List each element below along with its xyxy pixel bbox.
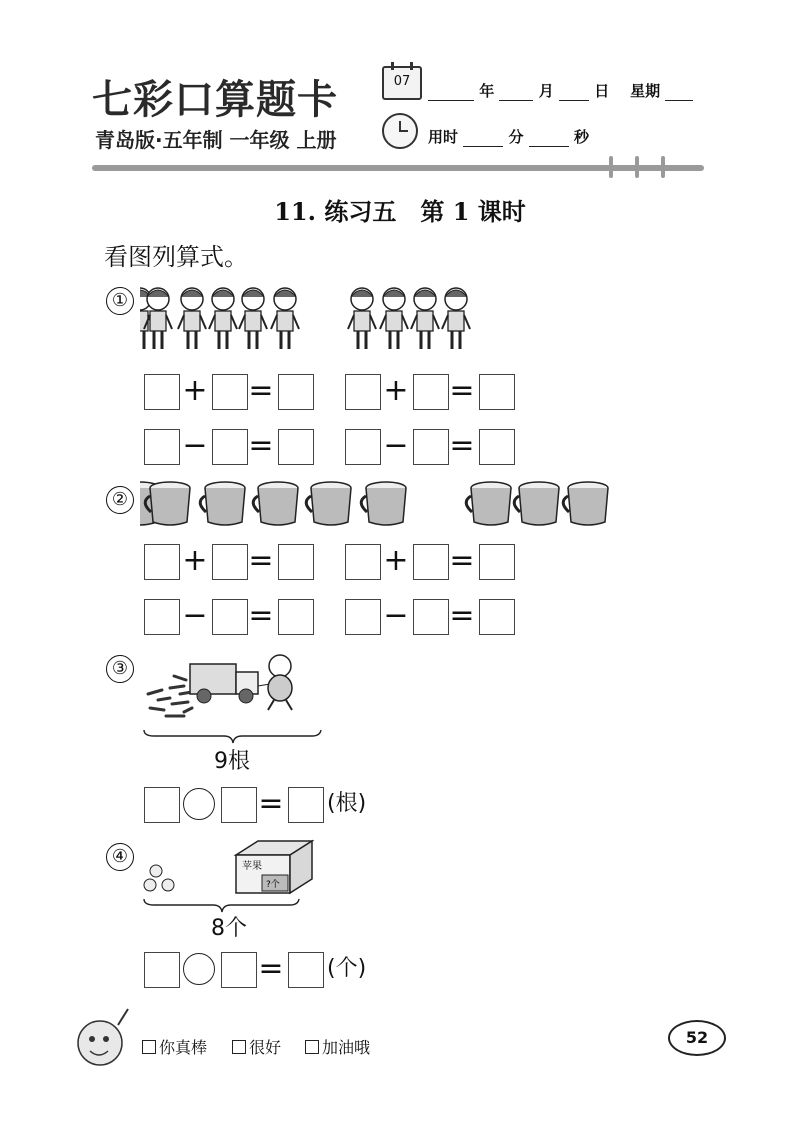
answer-box[interactable] bbox=[345, 374, 381, 410]
month-label: 月 bbox=[538, 82, 554, 100]
cup-icon bbox=[514, 482, 559, 525]
answer-box[interactable] bbox=[144, 787, 180, 823]
time-used-label: 用时 bbox=[428, 128, 459, 146]
answer-box[interactable] bbox=[278, 544, 314, 580]
equals-sign: = bbox=[449, 598, 475, 633]
cup-icon bbox=[563, 482, 608, 525]
minutes-blank[interactable] bbox=[463, 130, 503, 147]
instruction: 看图列算式。 bbox=[104, 243, 248, 271]
rating-option[interactable]: 很好 bbox=[232, 1035, 281, 1058]
answer-box[interactable] bbox=[288, 787, 324, 823]
answer-box[interactable] bbox=[221, 787, 257, 823]
child-icon bbox=[178, 288, 206, 349]
answer-box[interactable] bbox=[345, 544, 381, 580]
seconds-label: 秒 bbox=[573, 128, 589, 146]
answer-box[interactable] bbox=[479, 544, 515, 580]
seconds-blank[interactable] bbox=[529, 130, 569, 147]
total-label: 9根 bbox=[214, 749, 250, 774]
divider-tick bbox=[661, 156, 665, 178]
equals-sign: = bbox=[248, 598, 274, 633]
cup-icon bbox=[361, 482, 406, 525]
problem-marker: ② bbox=[106, 486, 134, 514]
minus-sign: − bbox=[182, 598, 208, 633]
plus-sign: + bbox=[383, 373, 409, 408]
answer-box[interactable] bbox=[413, 544, 449, 580]
child-icon bbox=[271, 288, 299, 349]
answer-box[interactable] bbox=[479, 374, 515, 410]
answer-box[interactable] bbox=[479, 599, 515, 635]
operator-circle[interactable] bbox=[183, 788, 215, 820]
checkbox[interactable] bbox=[142, 1040, 156, 1054]
divider-tick bbox=[609, 156, 613, 178]
answer-box[interactable] bbox=[212, 544, 248, 580]
cups-picture bbox=[140, 480, 615, 530]
brand-logo: 七彩口算题卡 bbox=[92, 76, 338, 123]
minus-sign: − bbox=[383, 428, 409, 463]
box-label: 苹果 bbox=[242, 861, 262, 872]
child-icon bbox=[442, 288, 470, 349]
answer-box[interactable] bbox=[345, 599, 381, 635]
cup-icon bbox=[253, 482, 298, 525]
orange-icon bbox=[150, 865, 162, 877]
equals-sign: = bbox=[248, 428, 274, 463]
cup-icon bbox=[145, 482, 190, 525]
operator-circle[interactable] bbox=[183, 953, 215, 985]
day-label: 日 bbox=[594, 82, 610, 100]
rating-option[interactable]: 你真棒 bbox=[142, 1035, 207, 1058]
weekday-blank[interactable] bbox=[665, 84, 693, 101]
child-icon bbox=[239, 288, 267, 349]
equals-sign: = bbox=[258, 951, 284, 986]
divider-tick bbox=[635, 156, 639, 178]
lesson-title: 11. 练习五 第 1 课时 bbox=[274, 197, 526, 226]
date-line bbox=[428, 80, 693, 101]
checkbox[interactable] bbox=[232, 1040, 246, 1054]
child-icon bbox=[144, 288, 172, 349]
child-icon bbox=[380, 288, 408, 349]
calendar-icon bbox=[382, 66, 422, 100]
answer-box[interactable] bbox=[413, 374, 449, 410]
plus-sign: + bbox=[182, 373, 208, 408]
problem-marker: ③ bbox=[106, 655, 134, 683]
month-blank[interactable] bbox=[499, 84, 533, 101]
year-blank[interactable] bbox=[428, 84, 474, 101]
page-number: 52 bbox=[668, 1020, 726, 1056]
child-icon bbox=[411, 288, 439, 349]
answer-box[interactable] bbox=[212, 429, 248, 465]
box-count-label: ?个 bbox=[266, 880, 280, 890]
total-label: 8个 bbox=[211, 916, 247, 941]
clock-icon bbox=[382, 113, 418, 149]
answer-box[interactable] bbox=[278, 599, 314, 635]
orange-icon bbox=[162, 879, 174, 891]
answer-box[interactable] bbox=[144, 374, 180, 410]
equals-sign: = bbox=[258, 786, 284, 821]
weekday-label: 星期 bbox=[630, 82, 661, 100]
rating-option[interactable]: 加油哦 bbox=[305, 1035, 370, 1058]
plus-sign: + bbox=[383, 543, 409, 578]
answer-box[interactable] bbox=[144, 429, 180, 465]
answer-box[interactable] bbox=[278, 374, 314, 410]
bones-truck-dog-picture bbox=[140, 650, 310, 725]
answer-box[interactable] bbox=[212, 599, 248, 635]
oranges-box-picture bbox=[140, 835, 318, 897]
answer-box[interactable] bbox=[288, 952, 324, 988]
unit-label: (个) bbox=[327, 956, 367, 981]
answer-box[interactable] bbox=[144, 544, 180, 580]
answer-box[interactable] bbox=[144, 599, 180, 635]
checkbox[interactable] bbox=[305, 1040, 319, 1054]
orange-icon bbox=[144, 879, 156, 891]
equals-sign: = bbox=[449, 373, 475, 408]
answer-box[interactable] bbox=[479, 429, 515, 465]
child-icon bbox=[209, 288, 237, 349]
answer-box[interactable] bbox=[221, 952, 257, 988]
child-icon bbox=[348, 288, 376, 349]
time-line bbox=[428, 126, 589, 147]
answer-box[interactable] bbox=[345, 429, 381, 465]
answer-box[interactable] bbox=[413, 599, 449, 635]
equals-sign: = bbox=[449, 543, 475, 578]
answer-box[interactable] bbox=[278, 429, 314, 465]
children-picture bbox=[140, 283, 480, 355]
minus-sign: − bbox=[383, 598, 409, 633]
cup-icon bbox=[466, 482, 511, 525]
problem-marker: ④ bbox=[106, 843, 134, 871]
plus-sign: + bbox=[182, 543, 208, 578]
calendar-day: 07 bbox=[393, 74, 411, 89]
day-blank[interactable] bbox=[559, 84, 589, 101]
equals-sign: = bbox=[248, 373, 274, 408]
minus-sign: − bbox=[182, 428, 208, 463]
problem-marker: ① bbox=[106, 287, 134, 315]
edition-subtitle: 青岛版·五年制 一年级 上册 bbox=[95, 128, 337, 152]
cup-icon bbox=[200, 482, 245, 525]
cup-icon bbox=[306, 482, 351, 525]
answer-box[interactable] bbox=[212, 374, 248, 410]
answer-box[interactable] bbox=[413, 429, 449, 465]
equals-sign: = bbox=[248, 543, 274, 578]
mascot-icon bbox=[70, 1005, 136, 1075]
minutes-label: 分 bbox=[508, 128, 524, 146]
answer-box[interactable] bbox=[144, 952, 180, 988]
unit-label: (根) bbox=[327, 791, 367, 816]
year-label: 年 bbox=[479, 82, 495, 100]
equals-sign: = bbox=[449, 428, 475, 463]
